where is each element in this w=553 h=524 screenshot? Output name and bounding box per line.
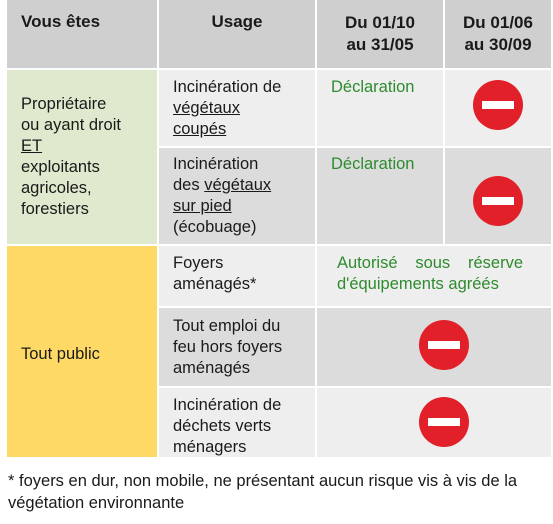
both-periods-cell: [317, 308, 551, 386]
who-proprietaire: [7, 70, 157, 244]
period2-cell: [445, 70, 551, 146]
header-col-usage: Usage: [159, 0, 315, 68]
period1-declaration: Déclaration: [317, 70, 443, 146]
regulation-table: [7, 0, 551, 457]
who-line: agricoles,: [21, 179, 92, 197]
who-line: forestiers: [21, 200, 89, 218]
who-line: ET: [21, 137, 43, 155]
header-col-period2: Du 01/06 au 30/09: [445, 0, 551, 68]
both-periods-cell: [317, 388, 551, 457]
usage-vegetaux-coupes: Incinération de végétaux coupés: [159, 70, 315, 146]
header-col-vous-etes: Vous êtes: [7, 0, 157, 68]
who-tout-public: Tout public: [7, 246, 157, 457]
no-entry-icon: [419, 320, 469, 370]
both-periods-autorise: Autorisé sous réserve d'équipements agréés: [317, 246, 551, 306]
usage-ecobuage: Incinération des végétaux sur pied (écobuage): [159, 148, 315, 244]
who-line: Propriétaire: [21, 95, 107, 113]
footnote: * foyers en dur, non mobile, ne présentant aucun risque vis à vis de la végétation environnante: [8, 472, 518, 512]
who-line: exploitants: [21, 158, 100, 176]
period1-declaration: Déclaration: [317, 148, 443, 244]
no-entry-icon: [419, 397, 469, 447]
usage-dechets-verts: Incinération de déchets verts ménagers: [159, 388, 315, 457]
who-line: ou ayant droit: [21, 116, 121, 134]
no-entry-icon: [473, 80, 523, 130]
usage-foyers-amenages: Foyers aménagés*: [159, 246, 315, 306]
header-col-period1: Du 01/10 au 31/05: [317, 0, 443, 68]
period2-cell: [445, 148, 551, 244]
usage-tout-emploi-feu: Tout emploi du feu hors foyers aménagés: [159, 308, 315, 386]
no-entry-icon: [473, 176, 523, 226]
